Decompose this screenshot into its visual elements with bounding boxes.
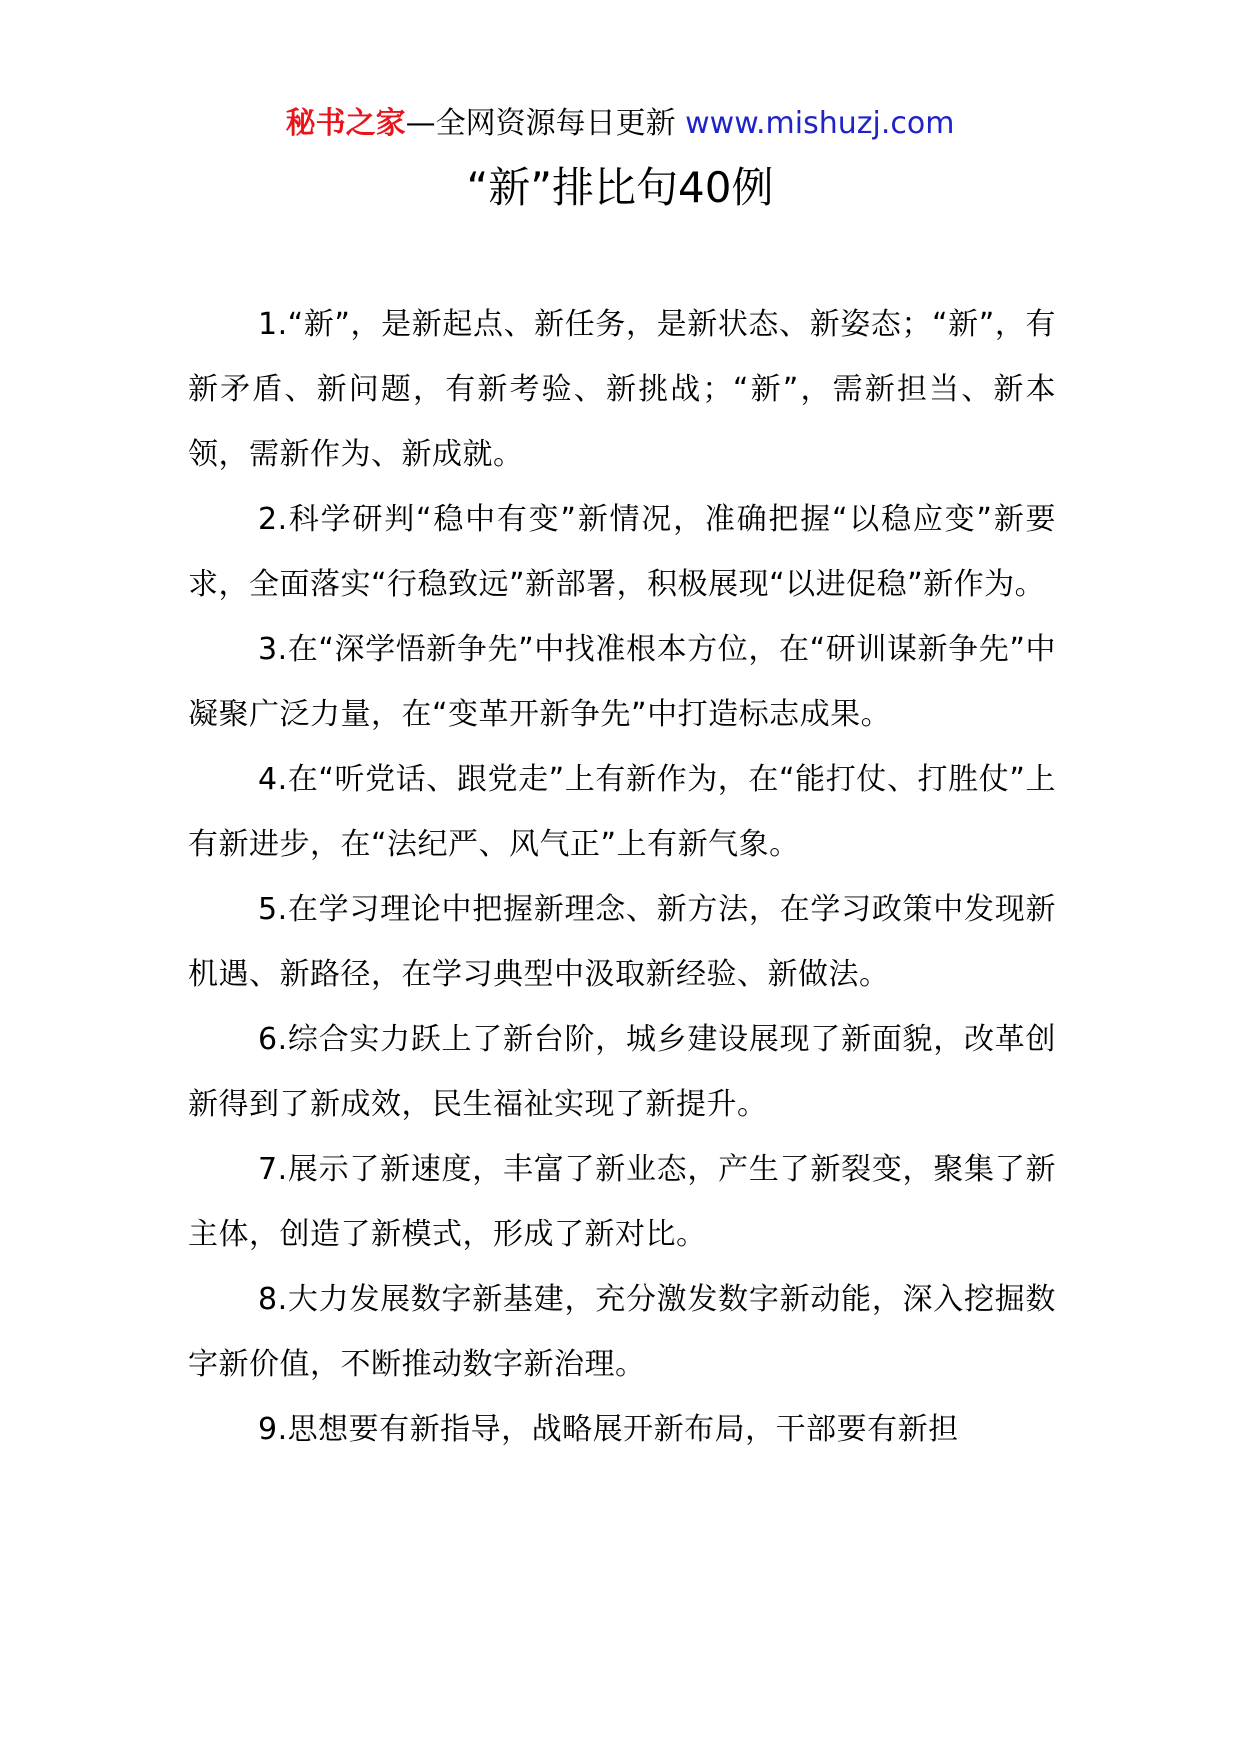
header-tagline: —全网资源每日更新: [405, 106, 686, 141]
paragraph: 5.在学习理论中把握新理念、新方法，在学习政策中发现新机遇、新路径，在学习典型中汲取新经验、新做法。: [188, 892, 1056, 992]
paragraph: 2.科学研判“稳中有变”新情况，准确把握“以稳应变”新要求，全面落实“行稳致远”新部署，积极展现“以进促稳”新作为。: [188, 502, 1056, 602]
paragraph: 9.思想要有新指导，战略展开新布局，干部要有新担: [258, 1412, 959, 1447]
document-body: [188, 292, 1056, 1462]
document-title: “新”排比句40例: [466, 163, 774, 212]
paragraph: 1.“新”，是新起点、新任务，是新状态、新姿态；“新”，有新矛盾、新问题，有新考验、新挑战；“新”，需新担当、新本领，需新作为、新成就。: [188, 307, 1056, 472]
paragraph: 4.在“听党话、跟党走”上有新作为，在“能打仗、打胜仗”上有新进步，在“法纪严、风气正”上有新气象。: [188, 762, 1056, 862]
paragraph: 7.展示了新速度，丰富了新业态，产生了新裂变，聚集了新主体，创造了新模式，形成了新对比。: [188, 1152, 1056, 1252]
paragraph: 3.在“深学悟新争先”中找准根本方位，在“研训谋新争先”中凝聚广泛力量，在“变革开新争先”中打造标志成果。: [188, 632, 1056, 732]
site-header: [0, 104, 1240, 144]
brand-name: 秘书之家: [285, 106, 406, 141]
site-url-link[interactable]: www.mishuzj.com: [685, 106, 955, 141]
paragraph: 8.大力发展数字新基建，充分激发数字新动能，深入挖掘数字新价值，不断推动数字新治理。: [188, 1282, 1056, 1382]
paragraph: 6.综合实力跃上了新台阶，城乡建设展现了新面貌，改革创新得到了新成效，民生福祉实现了新提升。: [188, 1022, 1056, 1122]
